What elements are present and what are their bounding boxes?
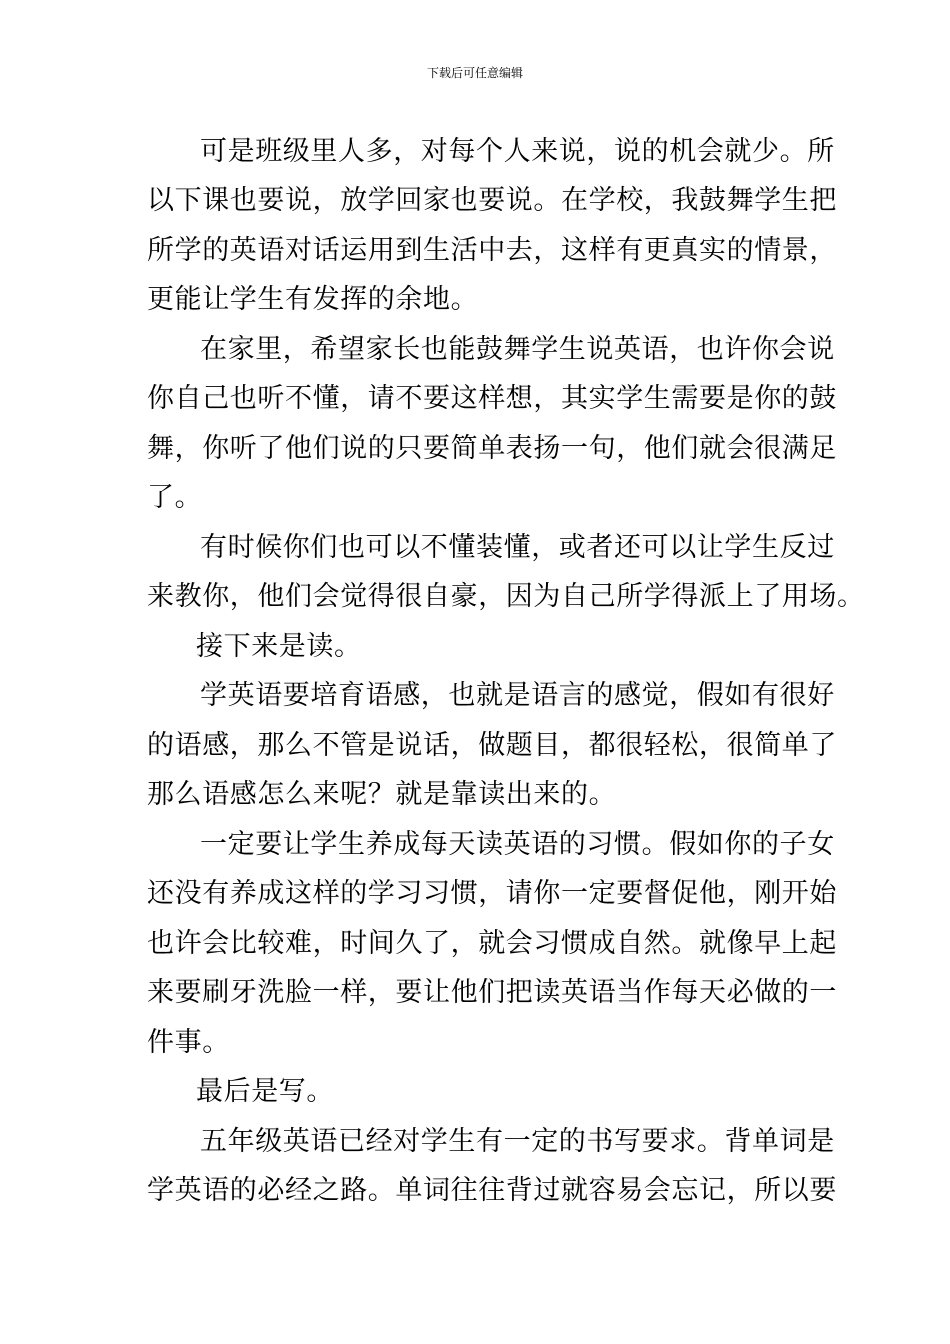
paragraph-line: 来要刷牙洗脸一样，要让他们把读英语当作每天必做的一 (147, 977, 837, 1008)
paragraph-line: 那么语感怎么来呢？就是靠读出来的。 (147, 779, 617, 810)
paragraph-line: 来教你，他们会觉得很自豪，因为自己所学得派上了用场。 (147, 581, 865, 612)
paragraph-line: 了。 (147, 482, 203, 513)
paragraph-line: 件事。 (147, 1027, 230, 1058)
paragraph-line: 以下课也要说，放学回家也要说。在学校，我鼓舞学生把 (147, 185, 837, 216)
paragraph-line: 一定要让学生养成每天读英语的习惯。假如你的子女 (200, 829, 835, 860)
section-heading: 接下来是读。 (196, 631, 362, 662)
paragraph-line: 的语感，那么不管是说话，做题目，都很轻松，很简单了 (147, 730, 837, 761)
paragraph-line: 舞，你听了他们说的只要简单表扬一句，他们就会很满足 (147, 433, 837, 464)
paragraph-line: 还没有养成这样的学习习惯，请你一定要督促他，刚开始 (147, 878, 837, 909)
page-header: 下载后可任意编辑 (426, 66, 523, 80)
paragraph-line: 更能让学生有发挥的余地。 (147, 284, 479, 315)
paragraph-line: 在家里，希望家长也能鼓舞学生说英语，也许你会说 (200, 334, 835, 365)
paragraph-line: 学英语要培育语感，也就是语言的感觉，假如有很好 (200, 680, 835, 711)
paragraph-line: 学英语的必经之路。单词往往背过就容易会忘记，所以要 (147, 1175, 837, 1206)
paragraph-line: 所学的英语对话运用到生活中去，这样有更真实的情景， (147, 235, 837, 266)
paragraph-line: 五年级英语已经对学生有一定的书写要求。背单词是 (200, 1126, 835, 1157)
paragraph-line: 也许会比较难，时间久了，就会习惯成自然。就像早上起 (147, 928, 837, 959)
paragraph-line: 你自己也听不懂，请不要这样想，其实学生需要是你的鼓 (147, 383, 837, 414)
section-heading: 最后是写。 (196, 1076, 334, 1107)
paragraph-line: 有时候你们也可以不懂装懂，或者还可以让学生反过 (200, 532, 835, 563)
paragraph-line: 可是班级里人多，对每个人来说，说的机会就少。所 (200, 136, 835, 167)
